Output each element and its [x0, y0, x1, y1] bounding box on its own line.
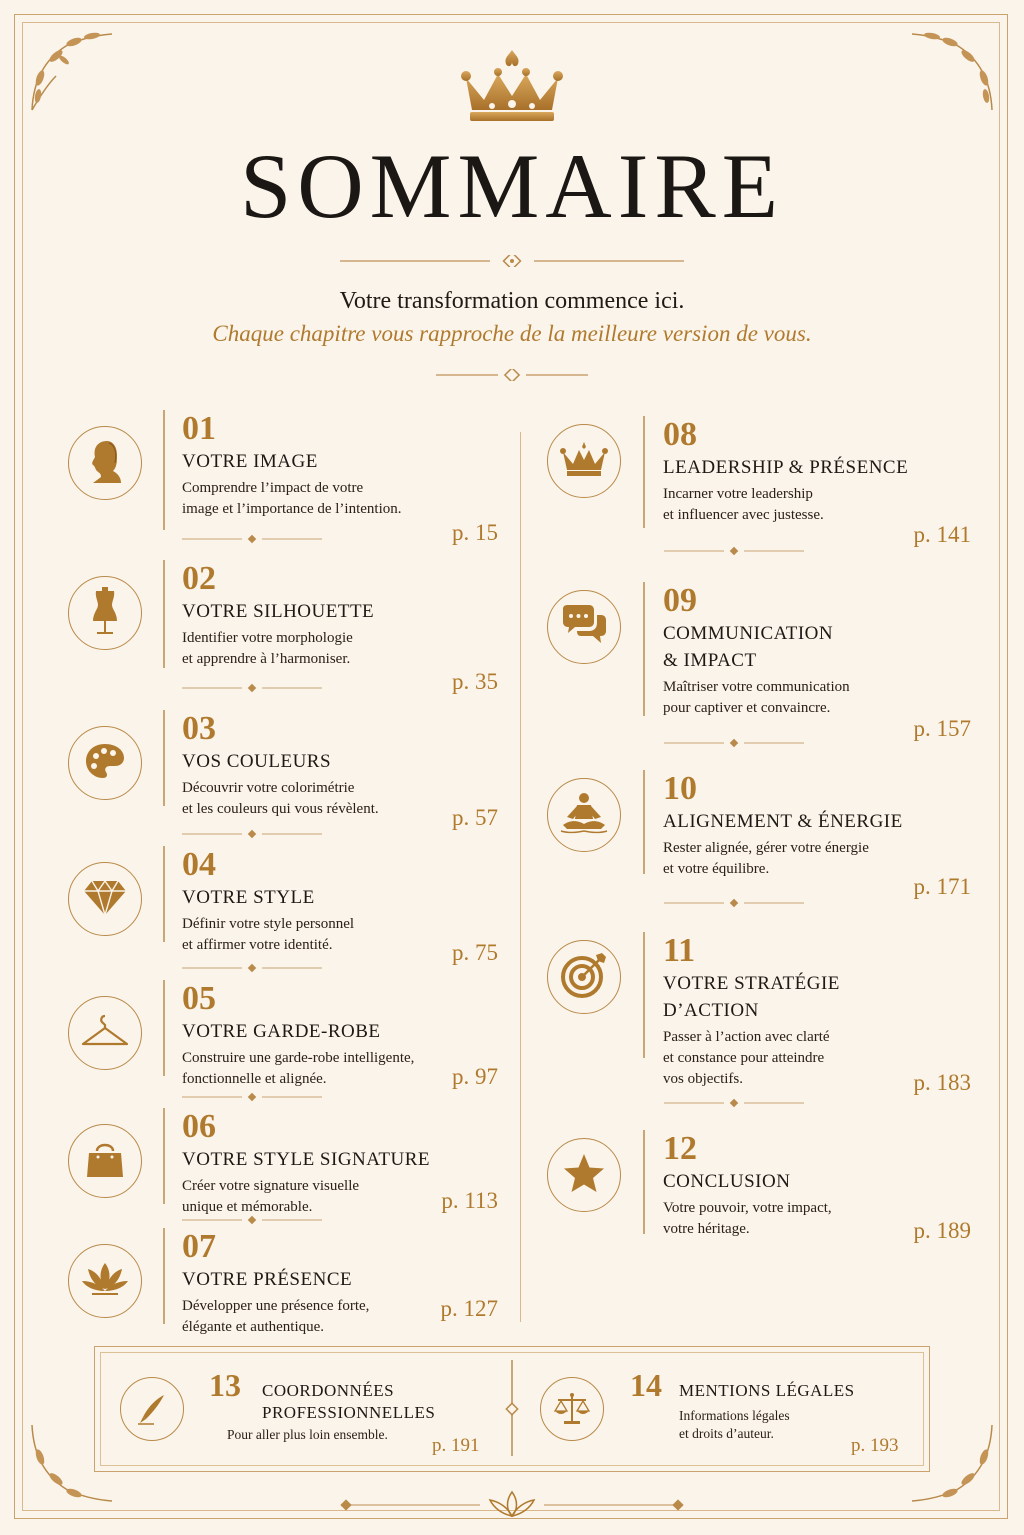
- chapter-vertical-rule: [643, 416, 645, 528]
- chapter-description-line2: pour captiver et convaincre.: [663, 700, 831, 716]
- chapter-description: Incarner votre leadership: [663, 486, 813, 502]
- chapter-description-line2: et votre équilibre.: [663, 861, 770, 877]
- handbag-icon: [83, 1137, 127, 1186]
- entry-separator: [664, 898, 804, 908]
- subtitle: Votre transformation commence ici.: [339, 288, 685, 314]
- diamond-icon: [82, 877, 128, 922]
- chapter-title: ALIGNEMENT & ÉNERGIE: [663, 811, 903, 832]
- pen-icon: [134, 1391, 170, 1427]
- entry-separator: [664, 546, 804, 556]
- chapter-number: 12: [663, 1130, 697, 1167]
- entry-separator: [182, 1215, 322, 1225]
- chapter-description-line2: et constance pour atteindre: [663, 1050, 825, 1066]
- chapter-number: 02: [182, 560, 216, 597]
- tagline: Chaque chapitre vous rapproche de la meilleure version de vous.: [212, 321, 812, 346]
- chapter-description-line2: et droits d’auteur.: [679, 1426, 774, 1441]
- chapter-description: Développer une présence forte,: [182, 1298, 370, 1314]
- chapter-title: MENTIONS LÉGALES: [679, 1381, 855, 1400]
- chapter-title: VOTRE STYLE: [182, 887, 315, 908]
- chapter-description-line2: élégante et authentique.: [182, 1319, 325, 1335]
- chapter-icon-circle: [547, 940, 621, 1014]
- chapter-description: Comprendre l’impact de votre: [182, 480, 364, 496]
- appendix-14-icon-circle: [540, 1377, 604, 1441]
- chapter-vertical-rule: [643, 582, 645, 716]
- entry-separator: [182, 829, 322, 839]
- chapter-vertical-rule: [163, 980, 165, 1076]
- chapter-description: Pour aller plus loin ensemble.: [227, 1427, 388, 1442]
- title-divider: [340, 255, 684, 267]
- chapter-icon-circle: [68, 576, 142, 650]
- chapter-description: Construire une garde-robe intelligente,: [182, 1050, 415, 1066]
- chapter-icon-circle: [68, 1244, 142, 1318]
- chapter-title: CONCLUSION: [663, 1171, 791, 1192]
- hanger-icon: [79, 1012, 131, 1055]
- chapter-number: 01: [182, 410, 216, 447]
- chapter-description: Identifier votre morphologie: [182, 630, 353, 646]
- page-reference[interactable]: p. 189: [913, 1218, 971, 1243]
- chapter-number: 10: [663, 770, 697, 807]
- chapter-description: Définir votre style personnel: [182, 916, 355, 932]
- chapter-title: VOTRE PRÉSENCE: [182, 1269, 353, 1290]
- page-reference[interactable]: p. 57: [452, 805, 498, 830]
- appendix-13-icon-circle: [120, 1377, 184, 1441]
- page-title: SOMMAIRE: [240, 135, 784, 237]
- chapter-vertical-rule: [163, 410, 165, 530]
- page-reference[interactable]: p. 183: [913, 1070, 971, 1095]
- entry-separator: [182, 534, 322, 544]
- page-reference[interactable]: p. 35: [452, 669, 498, 694]
- chapter-title: VOTRE STRATÉGIE: [663, 973, 840, 994]
- chapter-vertical-rule: [643, 932, 645, 1058]
- page-reference[interactable]: p. 127: [440, 1296, 498, 1321]
- page-reference[interactable]: p. 113: [441, 1188, 498, 1213]
- page-reference[interactable]: p. 191: [432, 1435, 480, 1456]
- page-reference[interactable]: p. 157: [913, 716, 971, 741]
- page-reference[interactable]: p. 97: [452, 1064, 498, 1089]
- chapter-title: COORDONNÉES: [262, 1381, 395, 1400]
- chapter-number: 07: [182, 1228, 216, 1265]
- chapter-vertical-rule: [163, 1108, 165, 1204]
- dress-form-icon: [85, 585, 125, 642]
- star-icon: [562, 1152, 606, 1199]
- chapter-title: VOTRE STYLE SIGNATURE: [182, 1149, 430, 1170]
- chapter-description-line2: et les couleurs qui vous révèlent.: [182, 801, 379, 817]
- chapter-description-line2: et influencer avec justesse.: [663, 507, 824, 523]
- chapter-icon-circle: [547, 1138, 621, 1212]
- subtitle-divider: [436, 369, 588, 381]
- chapter-number: 04: [182, 846, 216, 883]
- chapter-title: VOTRE SILHOUETTE: [182, 601, 375, 622]
- entry-separator: [182, 683, 322, 693]
- chapter-description: Découvrir votre colorimétrie: [182, 780, 355, 796]
- corner-leaf-ornament-icon: [26, 26, 116, 116]
- scales-icon: [553, 1391, 591, 1427]
- chapter-title: COMMUNICATION: [663, 623, 834, 644]
- entry-separator: [182, 1092, 322, 1102]
- target-icon: [560, 951, 608, 1004]
- chapter-icon-circle: [547, 778, 621, 852]
- chapter-description: Rester alignée, gérer votre énergie: [663, 840, 869, 856]
- chapter-icon-circle: [68, 862, 142, 936]
- chapter-description-line2: image et l’importance de l’intention.: [182, 501, 402, 517]
- chapter-description: Passer à l’action avec clarté: [663, 1029, 830, 1045]
- chapter-description-line2: votre héritage.: [663, 1221, 750, 1237]
- chapter-description-line2: et apprendre à l’harmoniser.: [182, 651, 351, 667]
- page-reference[interactable]: p. 15: [452, 520, 498, 545]
- chapter-vertical-rule: [163, 846, 165, 942]
- woman-profile-icon: [83, 437, 127, 490]
- chapter-icon-circle: [547, 424, 621, 498]
- lotus-icon: [80, 1259, 130, 1304]
- chapter-vertical-rule: [163, 560, 165, 668]
- chapter-description: Votre pouvoir, votre impact,: [663, 1200, 832, 1216]
- page-reference[interactable]: p. 141: [913, 522, 971, 547]
- chapter-title-line2: PROFESSIONNELLES: [262, 1403, 436, 1422]
- entry-separator: [664, 738, 804, 748]
- inner-border: [22, 22, 1000, 1511]
- chapter-number: 06: [182, 1108, 216, 1145]
- meditation-icon: [559, 791, 609, 840]
- page-reference[interactable]: p. 193: [851, 1435, 899, 1456]
- page-reference[interactable]: p. 171: [913, 874, 971, 899]
- chapter-icon-circle: [547, 590, 621, 664]
- chapter-number: 03: [182, 710, 216, 747]
- footer-lotus-ornament-icon: [340, 1488, 684, 1522]
- chapter-number: 08: [663, 416, 697, 453]
- chapter-vertical-rule: [163, 1228, 165, 1324]
- chapter-description-line2: et affirmer votre identité.: [182, 937, 333, 953]
- chapter-number: 13: [209, 1367, 241, 1403]
- chapter-description: Créer votre signature visuelle: [182, 1178, 360, 1194]
- chapter-number: 14: [630, 1367, 662, 1403]
- chapter-icon-circle: [68, 1124, 142, 1198]
- chapter-title-line2: & IMPACT: [663, 650, 757, 671]
- chapter-title: VOTRE IMAGE: [182, 451, 318, 472]
- column-divider: [520, 432, 521, 1322]
- chapter-description-line2: unique et mémorable.: [182, 1199, 313, 1215]
- chapter-description: Maîtriser votre communication: [663, 679, 850, 695]
- chapter-description-line3: vos objectifs.: [663, 1071, 743, 1087]
- chapter-icon-circle: [68, 426, 142, 500]
- chapter-vertical-rule: [163, 710, 165, 806]
- entry-separator: [182, 963, 322, 973]
- chapter-description: Informations légales: [679, 1408, 790, 1423]
- appendix-diamond: [505, 1402, 519, 1416]
- entry-separator: [664, 1098, 804, 1108]
- chapter-icon-circle: [68, 996, 142, 1070]
- chapter-title-line2: D’ACTION: [663, 1000, 759, 1021]
- chapter-description-line2: fonctionnelle et alignée.: [182, 1071, 327, 1087]
- chapter-title: LEADERSHIP & PRÉSENCE: [663, 457, 909, 478]
- chapter-number: 09: [663, 582, 697, 619]
- crown-icon: [458, 48, 566, 124]
- crown-icon: [559, 440, 609, 483]
- chapter-vertical-rule: [643, 1130, 645, 1234]
- chapter-vertical-rule: [643, 770, 645, 874]
- chapter-title: VOS COULEURS: [182, 751, 332, 772]
- chapter-number: 05: [182, 980, 216, 1017]
- speech-bubbles-icon: [559, 603, 609, 652]
- chapter-number: 11: [663, 932, 696, 969]
- corner-leaf-ornament-icon: [908, 26, 998, 116]
- chapter-title: VOTRE GARDE-ROBE: [182, 1021, 381, 1042]
- page-reference[interactable]: p. 75: [452, 940, 498, 965]
- palette-icon: [83, 741, 127, 786]
- chapter-icon-circle: [68, 726, 142, 800]
